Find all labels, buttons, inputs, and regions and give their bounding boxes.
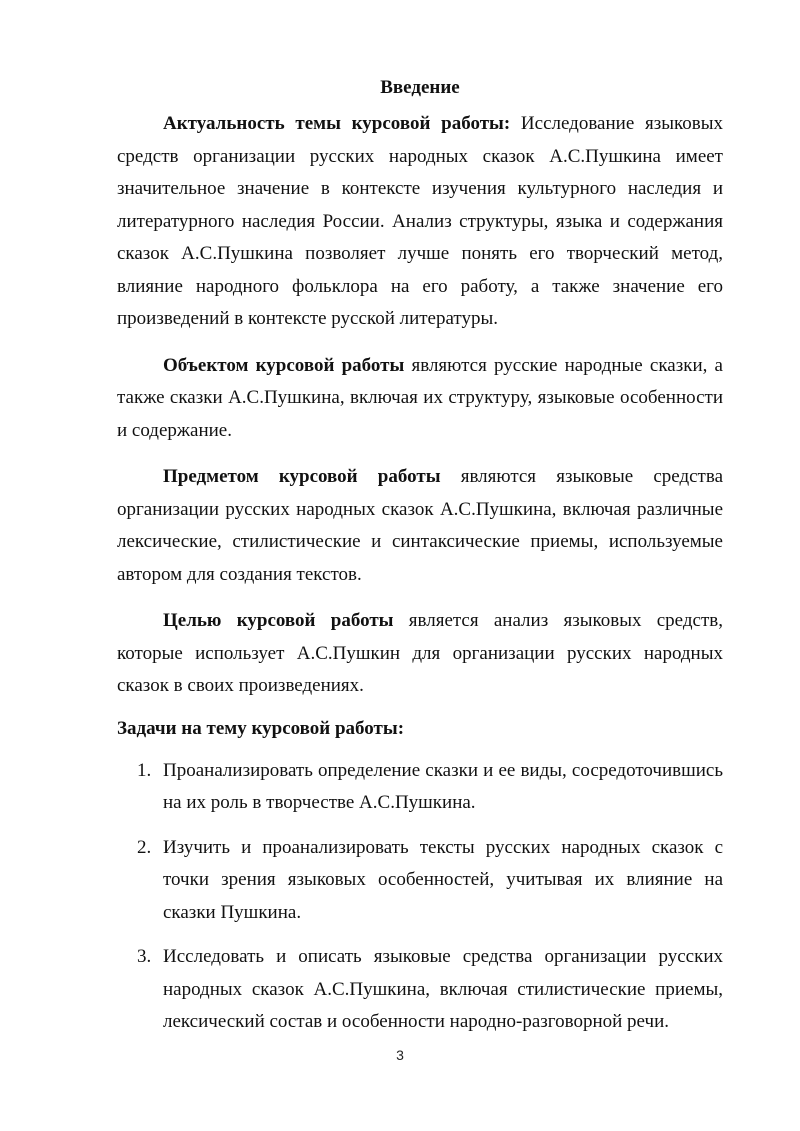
list-item-number: 2. (137, 836, 152, 858)
list-item-text: Проанализировать определение сказки и ее виды, сосредоточившись на их роль в творчестве А.С.Пушкина. (163, 759, 723, 813)
list-item (117, 832, 723, 930)
goal-paragraph (117, 605, 723, 703)
tasks-heading: Задачи на тему курсовой работы: (117, 717, 405, 739)
list-item-number: 3. (137, 946, 152, 967)
subject-paragraph (117, 461, 723, 591)
page-title: Введение (380, 77, 460, 98)
page-content (117, 76, 723, 1051)
relevance-text: Исследование языковых средств организации русских народных сказок А.С.Пушкина имеет значительное значение в контексте изучения культурного наследия и литературного наследия России. Анализ структуры, языка и содержания сказок А.С.Пушкина позволяет лучше понять его творческий метод, влияние народного фольклора на его работу, а также значение его произведений в контексте русской литературы. (117, 113, 723, 329)
relevance-paragraph (117, 108, 723, 336)
object-paragraph (117, 350, 723, 448)
object-text: являются русские народные сказки, а также сказки А.С.Пушкина, включая их структуру, языковые особенности и содержание. (117, 354, 723, 441)
subject-lead: Предметом курсовой работы (163, 466, 441, 487)
goal-lead: Целью курсовой работы (163, 610, 394, 631)
goal-text: является анализ языковых средств, которые использует А.С.Пушкин для организации русских народных сказок в своих произведениях. (117, 610, 723, 696)
object-lead: Объектом курсовой работы (163, 354, 405, 376)
relevance-lead: Актуальность темы курсовой работы: (163, 113, 511, 134)
list-item-text: Исследовать и описать языковые средства организации русских народных сказок А.С.Пушкина, включая стилистические приемы, лексический состав и особенности народно-разговорной речи. (163, 946, 723, 1032)
list-item (117, 941, 723, 1039)
list-item-number: 1. (137, 759, 152, 781)
list-item (117, 755, 723, 820)
list-item-text: Изучить и проанализировать тексты русских народных сказок с точки зрения языковых особенностей, учитывая их влияние на сказки Пушкина. (163, 836, 723, 923)
subject-text: являются языковые средства организации русских народных сказок А.С.Пушкина, включая различные лексические, стилистические и синтаксические приемы, используемые автором для создания текстов. (117, 466, 724, 585)
page-number: 3 (396, 1047, 404, 1063)
tasks-list (117, 755, 723, 1039)
